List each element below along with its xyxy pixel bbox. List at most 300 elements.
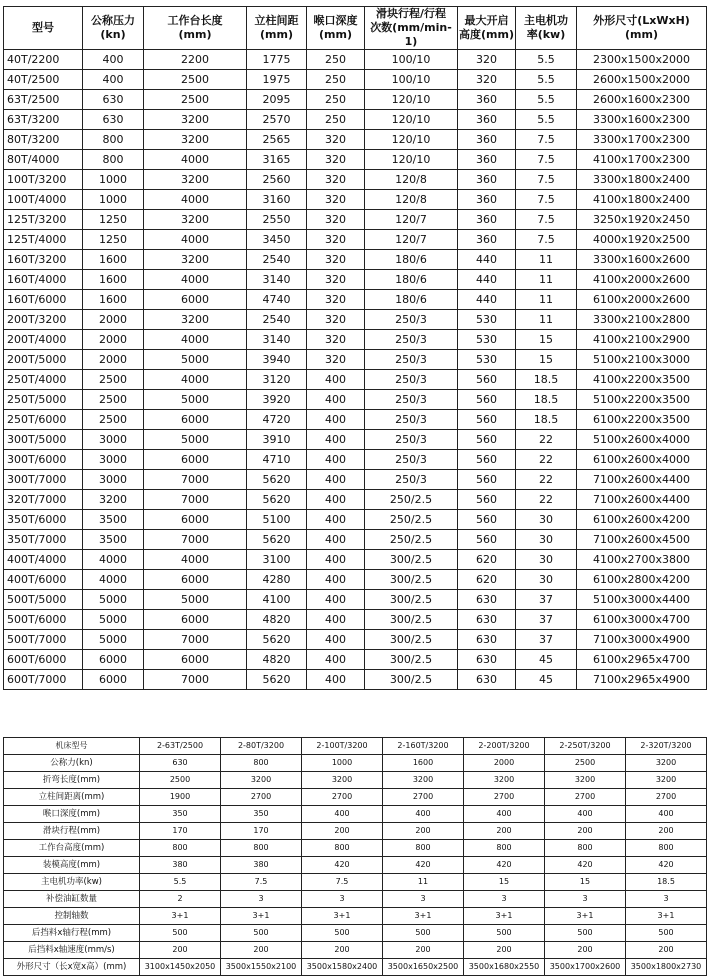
table-cell: 30 — [516, 510, 577, 530]
table-cell: 120/8 — [365, 170, 458, 190]
table-cell: 3500x1550x2100 — [221, 959, 302, 976]
table-cell: 420 — [383, 857, 464, 874]
table-cell: 3200 — [221, 772, 302, 789]
table-cell: 200 — [545, 823, 626, 840]
table-cell: 30 — [516, 530, 577, 550]
table-cell: 6000 — [144, 650, 247, 670]
table-cell: 400 — [307, 370, 365, 390]
table-row — [4, 857, 707, 874]
table-cell: 22 — [516, 490, 577, 510]
table-cell: 420 — [464, 857, 545, 874]
table-cell: 3160 — [247, 190, 307, 210]
model-cell: 250T/4000 — [4, 370, 83, 390]
table-cell: 250/2.5 — [365, 530, 458, 550]
table-cell: 350 — [140, 806, 221, 823]
table-cell: 200 — [626, 823, 707, 840]
table-cell: 3000 — [83, 470, 144, 490]
table-row — [4, 530, 707, 550]
table-cell: 4000 — [144, 550, 247, 570]
table-row — [4, 170, 707, 190]
table-cell: 3200 — [83, 490, 144, 510]
table-cell: 170 — [221, 823, 302, 840]
table-cell: 4100x2200x3500 — [577, 370, 707, 390]
table-cell: 3200 — [302, 772, 383, 789]
table-cell: 4000 — [144, 190, 247, 210]
table-cell: 2200 — [144, 50, 247, 70]
table-cell: 2565 — [247, 130, 307, 150]
column-header: 主电机功 率(kw) — [516, 7, 577, 50]
table-cell: 5620 — [247, 530, 307, 550]
table-cell: 2600x1600x2300 — [577, 90, 707, 110]
table-cell: 320 — [307, 130, 365, 150]
table-cell: 440 — [458, 270, 516, 290]
table-cell: 400 — [83, 70, 144, 90]
table-cell: 7100x3000x4900 — [577, 630, 707, 650]
table-cell: 440 — [458, 250, 516, 270]
table-cell: 400 — [545, 806, 626, 823]
table-cell: 5.5 — [516, 50, 577, 70]
table-cell: 300/2.5 — [365, 670, 458, 690]
table-cell: 30 — [516, 570, 577, 590]
table-cell: 1600 — [83, 290, 144, 310]
table-cell: 360 — [458, 150, 516, 170]
column-header: 喉口深度 (mm) — [307, 7, 365, 50]
table-cell: 320 — [307, 230, 365, 250]
table-row — [4, 959, 707, 976]
table-cell: 7100x2600x4500 — [577, 530, 707, 550]
table-cell: 2000 — [83, 310, 144, 330]
table-cell: 11 — [516, 250, 577, 270]
table-cell: 2000 — [464, 755, 545, 772]
table-cell: 4100x2100x2900 — [577, 330, 707, 350]
table-row — [4, 450, 707, 470]
table-row — [4, 570, 707, 590]
table-cell: 11 — [383, 874, 464, 891]
table-row — [4, 772, 707, 789]
table-cell: 5000 — [83, 590, 144, 610]
table-cell: 5620 — [247, 470, 307, 490]
row-label: 滑块行程(mm) — [4, 823, 140, 840]
table-cell: 300/2.5 — [365, 570, 458, 590]
table-cell: 7.5 — [302, 874, 383, 891]
table-cell: 300/2.5 — [365, 550, 458, 570]
table-cell: 37 — [516, 590, 577, 610]
table-cell: 7000 — [144, 670, 247, 690]
table-cell: 6000 — [83, 670, 144, 690]
row-label: 控制轴数 — [4, 908, 140, 925]
table-row — [4, 755, 707, 772]
model-cell: 160T/3200 — [4, 250, 83, 270]
table-cell: 360 — [458, 130, 516, 150]
double-press-brake-spec-table — [3, 737, 707, 976]
table-cell: 2000 — [83, 330, 144, 350]
table-cell: 7.5 — [516, 130, 577, 150]
table-cell: 2500 — [144, 90, 247, 110]
table-cell: 800 — [221, 755, 302, 772]
table-row — [4, 110, 707, 130]
table-cell: 3200 — [545, 772, 626, 789]
table-cell: 5000 — [83, 630, 144, 650]
table-row — [4, 310, 707, 330]
table-cell: 500 — [221, 925, 302, 942]
table-cell: 630 — [458, 590, 516, 610]
table-cell: 320 — [307, 350, 365, 370]
column-header: 2-100T/3200 — [302, 738, 383, 755]
table-cell: 6000 — [144, 410, 247, 430]
table-cell: 2500 — [144, 70, 247, 90]
table-cell: 4720 — [247, 410, 307, 430]
table-cell: 560 — [458, 390, 516, 410]
table-cell: 22 — [516, 450, 577, 470]
model-cell: 80T/3200 — [4, 130, 83, 150]
table-cell: 530 — [458, 330, 516, 350]
table-cell: 400 — [83, 50, 144, 70]
table-cell: 7100x2600x4400 — [577, 470, 707, 490]
table-cell: 2500 — [545, 755, 626, 772]
table-cell: 180/6 — [365, 250, 458, 270]
model-cell: 300T/5000 — [4, 430, 83, 450]
table-cell: 4100 — [247, 590, 307, 610]
table-cell: 500 — [302, 925, 383, 942]
table-row — [4, 50, 707, 70]
table-cell: 7000 — [144, 530, 247, 550]
table-cell: 400 — [307, 630, 365, 650]
table-cell: 800 — [464, 840, 545, 857]
table-cell: 7000 — [144, 630, 247, 650]
table-cell: 3300x1600x2300 — [577, 110, 707, 130]
table-cell: 200 — [626, 942, 707, 959]
table-cell: 1000 — [302, 755, 383, 772]
table-cell: 45 — [516, 650, 577, 670]
table-cell: 620 — [458, 550, 516, 570]
table-cell: 300/2.5 — [365, 590, 458, 610]
model-cell: 100T/3200 — [4, 170, 83, 190]
table-cell: 400 — [464, 806, 545, 823]
table-row — [4, 430, 707, 450]
row-label: 机床型号 — [4, 738, 140, 755]
table-cell: 11 — [516, 310, 577, 330]
table-cell: 250/3 — [365, 370, 458, 390]
table-cell: 3500 — [83, 510, 144, 530]
table-cell: 3 — [464, 891, 545, 908]
table-cell: 250 — [307, 90, 365, 110]
table-cell: 6100x2965x4700 — [577, 650, 707, 670]
table-cell: 360 — [458, 230, 516, 250]
table-cell: 6000 — [144, 290, 247, 310]
table-cell: 630 — [458, 610, 516, 630]
table-cell: 5.5 — [516, 70, 577, 90]
table-cell: 7100x2600x4400 — [577, 490, 707, 510]
table-cell: 200 — [383, 823, 464, 840]
table-cell: 5000 — [144, 350, 247, 370]
table-cell: 3140 — [247, 270, 307, 290]
table-cell: 5000 — [144, 390, 247, 410]
table-cell: 320 — [307, 250, 365, 270]
table-cell: 200 — [302, 942, 383, 959]
table-cell: 200 — [464, 823, 545, 840]
table-cell: 18.5 — [626, 874, 707, 891]
table-cell: 3200 — [144, 130, 247, 150]
table-cell: 1250 — [83, 230, 144, 250]
model-cell: 300T/7000 — [4, 470, 83, 490]
table-cell: 250/3 — [365, 470, 458, 490]
table-cell: 180/6 — [365, 270, 458, 290]
table-cell: 4000 — [83, 570, 144, 590]
table-row — [4, 150, 707, 170]
table-cell: 800 — [545, 840, 626, 857]
table-header-row — [4, 7, 707, 50]
table-cell: 7.5 — [516, 210, 577, 230]
table-cell: 200 — [464, 942, 545, 959]
table-row — [4, 630, 707, 650]
table-cell: 3300x1600x2600 — [577, 250, 707, 270]
row-label: 外形尺寸（长x宽x高）(mm) — [4, 959, 140, 976]
model-cell: 300T/6000 — [4, 450, 83, 470]
table-cell: 1250 — [83, 210, 144, 230]
table-cell: 4820 — [247, 650, 307, 670]
table-cell: 3200 — [144, 250, 247, 270]
table-row — [4, 190, 707, 210]
table-cell: 560 — [458, 490, 516, 510]
table-cell: 200 — [221, 942, 302, 959]
table-cell: 320 — [307, 150, 365, 170]
table-cell: 3450 — [247, 230, 307, 250]
column-header: 公称压力 (kn) — [83, 7, 144, 50]
model-cell: 400T/6000 — [4, 570, 83, 590]
table-cell: 4000 — [144, 370, 247, 390]
table-cell: 2560 — [247, 170, 307, 190]
table-cell: 6000 — [83, 650, 144, 670]
table-cell: 3+1 — [464, 908, 545, 925]
table-cell: 1600 — [383, 755, 464, 772]
table-row — [4, 410, 707, 430]
table-cell: 500 — [626, 925, 707, 942]
table-cell: 5620 — [247, 490, 307, 510]
table-cell: 300/2.5 — [365, 610, 458, 630]
column-header: 型号 — [4, 7, 83, 50]
table-cell: 2300x1500x2000 — [577, 50, 707, 70]
table-cell: 380 — [221, 857, 302, 874]
table-cell: 3500x1650x2500 — [383, 959, 464, 976]
table-cell: 6100x2600x4200 — [577, 510, 707, 530]
table-cell: 3250x1920x2450 — [577, 210, 707, 230]
model-cell: 250T/5000 — [4, 390, 83, 410]
table-cell: 400 — [307, 670, 365, 690]
table-row — [4, 550, 707, 570]
table-cell: 7000 — [144, 490, 247, 510]
table-cell: 5620 — [247, 670, 307, 690]
table-cell: 2700 — [302, 789, 383, 806]
table-cell: 4710 — [247, 450, 307, 470]
table-cell: 380 — [140, 857, 221, 874]
table-cell: 250/3 — [365, 310, 458, 330]
table-cell: 250/3 — [365, 450, 458, 470]
table-cell: 11 — [516, 270, 577, 290]
table-row — [4, 840, 707, 857]
table-cell: 250 — [307, 70, 365, 90]
table-cell: 2540 — [247, 310, 307, 330]
table-cell: 5100x3000x4400 — [577, 590, 707, 610]
table-cell: 560 — [458, 430, 516, 450]
table-row — [4, 670, 707, 690]
model-cell: 200T/3200 — [4, 310, 83, 330]
table-cell: 3500x1680x2550 — [464, 959, 545, 976]
table-row — [4, 290, 707, 310]
table-cell: 250 — [307, 50, 365, 70]
table-row — [4, 350, 707, 370]
table-cell: 500 — [383, 925, 464, 942]
table-row — [4, 806, 707, 823]
table-cell: 440 — [458, 290, 516, 310]
table-row — [4, 270, 707, 290]
table-cell: 630 — [458, 670, 516, 690]
table-cell: 2000 — [83, 350, 144, 370]
table-cell: 4820 — [247, 610, 307, 630]
model-cell: 125T/3200 — [4, 210, 83, 230]
table-cell: 800 — [383, 840, 464, 857]
table-cell: 250/3 — [365, 430, 458, 450]
table-row — [4, 330, 707, 350]
table-cell: 3500x1700x2600 — [545, 959, 626, 976]
table-cell: 1000 — [83, 190, 144, 210]
model-cell: 500T/5000 — [4, 590, 83, 610]
table-cell: 400 — [307, 490, 365, 510]
table-cell: 420 — [626, 857, 707, 874]
model-cell: 200T/4000 — [4, 330, 83, 350]
table-cell: 2700 — [626, 789, 707, 806]
table-cell: 630 — [83, 110, 144, 130]
table-cell: 320 — [307, 310, 365, 330]
table-cell: 530 — [458, 350, 516, 370]
table-cell: 5100x2200x3500 — [577, 390, 707, 410]
table-cell: 3910 — [247, 430, 307, 450]
table-cell: 2095 — [247, 90, 307, 110]
model-cell: 160T/6000 — [4, 290, 83, 310]
table-cell: 3300x2100x2800 — [577, 310, 707, 330]
table-cell: 3 — [302, 891, 383, 908]
table-cell: 4280 — [247, 570, 307, 590]
table-cell: 2500 — [140, 772, 221, 789]
table-cell: 320 — [307, 270, 365, 290]
table-cell: 3+1 — [383, 908, 464, 925]
table-cell: 120/7 — [365, 230, 458, 250]
table-cell: 3200 — [464, 772, 545, 789]
column-header: 滑块行程/行程 次数(mm/min-1) — [365, 7, 458, 50]
table-cell: 360 — [458, 190, 516, 210]
table-cell: 4740 — [247, 290, 307, 310]
table-cell: 7.5 — [516, 150, 577, 170]
table-cell: 800 — [140, 840, 221, 857]
table-cell: 1000 — [83, 170, 144, 190]
table-cell: 5100x2100x3000 — [577, 350, 707, 370]
table-row — [4, 908, 707, 925]
table-cell: 250/3 — [365, 330, 458, 350]
table-cell: 6000 — [144, 610, 247, 630]
table-cell: 6100x2600x4000 — [577, 450, 707, 470]
table-cell: 180/6 — [365, 290, 458, 310]
table-cell: 3120 — [247, 370, 307, 390]
table-cell: 120/8 — [365, 190, 458, 210]
table-cell: 560 — [458, 370, 516, 390]
column-header: 2-250T/3200 — [545, 738, 626, 755]
table-cell: 2700 — [221, 789, 302, 806]
table-cell: 400 — [307, 410, 365, 430]
table-cell: 18.5 — [516, 390, 577, 410]
table-cell: 3165 — [247, 150, 307, 170]
table-cell: 120/10 — [365, 90, 458, 110]
table-cell: 400 — [307, 390, 365, 410]
row-label: 工作台高度(mm) — [4, 840, 140, 857]
table-cell: 630 — [140, 755, 221, 772]
model-cell: 600T/7000 — [4, 670, 83, 690]
table-cell: 7.5 — [516, 190, 577, 210]
row-label: 装模高度(mm) — [4, 857, 140, 874]
table-cell: 11 — [516, 290, 577, 310]
table-cell: 22 — [516, 430, 577, 450]
model-cell: 250T/6000 — [4, 410, 83, 430]
table-cell: 400 — [307, 650, 365, 670]
table-cell: 100/10 — [365, 70, 458, 90]
table-cell: 320 — [307, 170, 365, 190]
table-cell: 200 — [140, 942, 221, 959]
table-cell: 6100x2200x3500 — [577, 410, 707, 430]
table-cell: 7.5 — [516, 170, 577, 190]
table-cell: 7.5 — [221, 874, 302, 891]
table-cell: 560 — [458, 510, 516, 530]
table-cell: 3200 — [383, 772, 464, 789]
table-row — [4, 510, 707, 530]
table-cell: 200 — [302, 823, 383, 840]
table-row — [4, 925, 707, 942]
table-cell: 37 — [516, 630, 577, 650]
table-cell: 37 — [516, 610, 577, 630]
table-cell: 320 — [307, 210, 365, 230]
table-cell: 320 — [307, 290, 365, 310]
column-header: 外形尺寸(LxWxH)(mm) — [577, 7, 707, 50]
table-cell: 3+1 — [221, 908, 302, 925]
table-row — [4, 370, 707, 390]
model-cell: 160T/4000 — [4, 270, 83, 290]
table-row — [4, 610, 707, 630]
table-cell: 120/7 — [365, 210, 458, 230]
table-cell: 4000 — [144, 150, 247, 170]
table-cell: 2500 — [83, 410, 144, 430]
table-cell: 3300x1800x2400 — [577, 170, 707, 190]
table-cell: 6000 — [144, 570, 247, 590]
table-cell: 800 — [221, 840, 302, 857]
table-cell: 7000 — [144, 470, 247, 490]
model-cell: 500T/7000 — [4, 630, 83, 650]
table-cell: 5.5 — [516, 90, 577, 110]
table-cell: 800 — [626, 840, 707, 857]
table-cell: 320 — [458, 50, 516, 70]
table-cell: 400 — [626, 806, 707, 823]
table-cell: 2700 — [545, 789, 626, 806]
table-cell: 30 — [516, 550, 577, 570]
table-cell: 5000 — [144, 430, 247, 450]
table-cell: 5100x2600x4000 — [577, 430, 707, 450]
column-header: 工作台长度 (mm) — [144, 7, 247, 50]
table-row — [4, 874, 707, 891]
table-cell: 4000 — [83, 550, 144, 570]
column-header: 立柱间距 (mm) — [247, 7, 307, 50]
table-cell: 5000 — [83, 610, 144, 630]
model-cell: 350T/6000 — [4, 510, 83, 530]
row-label: 折弯长度(mm) — [4, 772, 140, 789]
table-cell: 1600 — [83, 270, 144, 290]
column-header: 2-200T/3200 — [464, 738, 545, 755]
table-cell: 3100 — [247, 550, 307, 570]
